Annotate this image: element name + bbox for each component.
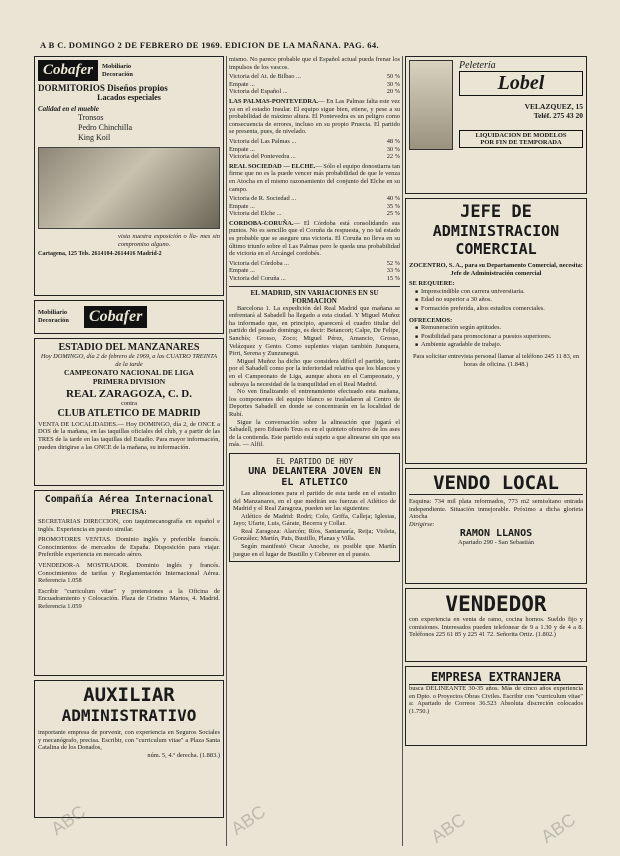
jefe-req-item: ■ Formación preferida, altos estudios comerciales. (409, 305, 583, 314)
article-text: Sigue la conversación sobre la alineación que jugará el Sabadell, pero Eduardo Teus es en el quinteto ofensivo de los ases de la contienda. Este partido está sujeto a que alinearse sin que sea más. — Alfil. (229, 418, 400, 449)
brand-item: King Koil (78, 133, 111, 142)
article-text: Barcelona 1. La expedición del Real Madrid que mañana se enfrentará al Sabadell ha llegado a esta ciudad. Y Miguel Muñoz ha informado que, en principio, aparecerá el cuadro titular del partido del pasado domingo, es decir: Betancort; Calpe, De Felipe, Sanchís; Grosso, Zoco; Miguel Pérez, Amancio, Grosso, Velázquez y Gento. Como suplentes viajan también Junquera, Pirri, Serena y Zunzunegui. (229, 304, 400, 358)
article-text: — Sólo el equipo donostiarra tan firme que no es la puede vencer más probabilidad de que le venza en Atocha en el mismo razonamiento del conjunto del Elche en su campo. (229, 162, 400, 193)
watermark: ABC (537, 809, 580, 847)
jefe-ofr-item: ■ Remuneración según aptitudes. (409, 324, 583, 333)
peleteria-liq: LIQUIDACION DE MODELOS (475, 132, 567, 139)
estadio-contra: contra (121, 400, 137, 408)
peleteria-ad (405, 56, 587, 194)
estadio-team1: REAL ZARAGOZA, C. D. (66, 388, 192, 401)
peleteria-name: Peletería (459, 60, 496, 71)
watermark: ABC (427, 809, 470, 847)
article-text: No ven finalizando el entrenamiento efectuado esta mañana, los componentes del equipo blanco se trasladaron al Centro de Deportes Sabadell en donde se concentrarán en la localidad de Rubí. (229, 388, 400, 418)
model-illustration (409, 60, 453, 150)
cobafer-headline: DORMITORIOS Diseños propios (38, 83, 168, 93)
jefe-req-item: ■ Imprescindible con carrera universitaria. (409, 288, 583, 297)
estadio-ad (34, 338, 224, 486)
jefe-foot: Para solicitar entrevista personal llamar al teléfono 245 11 83, en horas de oficina. (1.848.) (412, 352, 580, 368)
cobafer-tag: Mobiliario Decoración (102, 62, 133, 78)
partido-box (229, 453, 400, 562)
column-right (405, 56, 587, 846)
watermark: ABC (47, 801, 90, 839)
article-text: Real Zaragoza: Alarcón; Ríos, Santamaría, Reija; Violeta, González; Martín, Pais, Bustillo, Planas y Villa. (233, 527, 396, 543)
odds-row: Victoria de R. Sociedad ... 40 % (229, 195, 400, 203)
odds-row: Victoria del Español ... 20 % (229, 88, 400, 96)
local-name: RAMON LLANOS (459, 528, 533, 540)
auxiliar-ad (34, 680, 224, 818)
jefe-ofrecemos: OFRECEMOS: (409, 316, 453, 324)
cobafer-ad (34, 56, 224, 296)
empresa-title: EMPRESA EXTRANJERA (409, 670, 583, 685)
estadio-team2: CLUB ATLETICO DE MADRID (57, 407, 201, 419)
compania-precisa: PRECISA: (111, 507, 147, 516)
odds-row: Victoria del Pontevedra ... 22 % (229, 153, 400, 161)
watermark: ABC (227, 801, 270, 839)
cobafer-caption: vista nuestra exposición o lla- mes sin compromiso alguno. (118, 233, 220, 248)
jefe-ad (405, 198, 587, 464)
empresa-body: busca DELINEANTE 30-35 años. Más de cinco años experiencia en Dpto. o Proyectos Obras Civiles. Escribir con "curriculum vitae" a: Apartado de Correos 36.523 Absoluta discreción colocados (1.750.) (409, 685, 583, 715)
local-ad (405, 468, 587, 584)
estadio-body: VENTA DE LOCALIDADES.— Hoy DOMINGO, día 2, de ONCE a DOS de la mañana, en las taquillas oficiales del club, y a partir de las TRES de la tarde en las taquillas del Estadio. Para mayor información, pueden dirigirse a las ONCE de la mañana, su información. (38, 420, 220, 451)
compania-ad (34, 490, 224, 676)
peleteria-address: VELAZQUEZ, 15 (524, 102, 583, 111)
cobafer-logo: Cobafer (84, 306, 147, 328)
vendedor-body: con experiencia en venta de ramo, cocina hornos. Sueldo fijo y comisiones. Interesados pueden telefonear de 9 a 1.30 y de 4 a 8. Teléfonos 225 61 85 y 225 41 72. Señorita Ortiz. (1.802.) (409, 616, 583, 639)
odds-row: Victoria del Córdoba ... 52 % (229, 259, 400, 267)
cobafer-ad-small (34, 300, 224, 334)
cobafer-address: Cartagena, 125 Tels. 2614104-2614416 Madrid-2 (38, 251, 162, 258)
estadio-l1: CAMPEONATO NACIONAL DE LIGA (64, 368, 194, 378)
page-header: A B C. DOMINGO 2 DE FEBRERO DE 1969. EDICION DE LA MAÑANA. PAG. 64. (40, 40, 380, 50)
column-rule (226, 56, 227, 846)
odds-row: Victoria del Las Palmas ... 48 % (229, 137, 400, 145)
odds-row: Victoria del Elche ... 25 % (229, 210, 400, 218)
odds-row: Empate ... 30 % (229, 80, 400, 88)
partido-kicker: EL PARTIDO DE HOY (276, 456, 353, 466)
jefe-ofr-item: ■ Posibilidad para promocionar a puestos superiores. (409, 333, 583, 342)
jefe-requiere: SE REQUIERE: (409, 280, 455, 288)
jefe-req-item: ■ Edad no superior a 30 años. (409, 296, 583, 305)
column-left (34, 56, 224, 846)
jefe-t1: JEFE DE (460, 202, 532, 222)
auxiliar-body: importante empresa de porvenir, con experiencia en Seguros Sociales y mecanógrafo, precisa. Escribir, con "curriculum vitae" a Plaza Santa Catalina de los Donados, (38, 729, 220, 752)
odds-row: Victoria del At. de Bilbao ... 50 % (229, 73, 400, 81)
article-text: mismo. No parece probable que el Español actual pueda frenar los impulsos de los vascos. (229, 56, 400, 71)
jefe-ofr-item: ■ Ambiente agradable de trabajo. (409, 341, 583, 350)
compania-item: VENDEDOR-A MOSTRADOR. Dominio inglés y francés. Conocimientos de tarifas y Reglamentación Internacional Aérea. Referencia 1.058 (38, 561, 220, 585)
brand-item: Pedro Chinchilla (78, 123, 132, 132)
empresa-ad (405, 666, 587, 746)
cobafer-logo: Cobafer (38, 60, 98, 81)
jefe-t3: COMERCIAL (455, 240, 537, 258)
estadio-intro: Hoy DOMINGO, día 2 de febrero de 1969, a las CUATRO TREINTA de la tarde (40, 353, 218, 368)
peleteria-liq: POR FIN DE TEMPORADA (480, 139, 562, 146)
article-text: — En Las Palmas falta este vez ya en el estadio Insular. El equipo sigue bien, etiene, y pese a su probabilidad de máximo altura. El Pontevedra es un peligro como consecuencia de errores, incluso en su propio Pruecia. El partido se presenta, pues, de nivelado. (229, 97, 400, 136)
jefe-t2: ADMINISTRACION (432, 222, 560, 240)
column-middle (229, 56, 400, 846)
article-text: Miguel Muñoz ha dicho que considera difícil el partido, tanto por el Sabadell como por la inferioridad relativa que los blancos y en el Campeonato de Liga, aunque ahora en el Campeonato, y subraya la necesidad de la tranquilidad en el Real Madrid. (229, 357, 400, 388)
partido-headline: EL ATLETICO (281, 476, 348, 488)
peleteria-tel: Teléf. 275 43 20 (533, 111, 583, 120)
match-heading: REAL SOCIEDAD — ELCHE. (229, 162, 316, 170)
odds-row: Empate ... 30 % (229, 145, 400, 153)
compania-item: Escribir "curriculum vitae" y pretensiones a la Oficina de Encuadramiento y Colocación. Plaza de Cristino Martos, 4. Madrid. Referencia 1.059 (38, 587, 220, 610)
match-heading: LAS PALMAS-PONTEVEDRA. (229, 97, 319, 105)
compania-item: PROMOTORES VENTAS. Dominio inglés y preferible francés. Conocimientos de mercados de España. Disposición para viajar. Preferible experiencia en mercado aéreo. (38, 536, 220, 559)
local-body: Esquina: 734 mil plata reformados, 773 m2 semisótano entrada independiente. Situación inmejorable. Próximo a dicha glorieta Atocha (409, 498, 583, 521)
partido-headline: UNA DELANTERA JOVEN EN (248, 465, 381, 477)
column-rule (402, 56, 403, 846)
estadio-title: ESTADIO DEL MANZANARES (58, 342, 200, 353)
vendedor-ad (405, 588, 587, 662)
auxiliar-foot: núm. 5, 4.º derecha. (1.883.) (147, 751, 220, 759)
estadio-l2: PRIMERA DIVISION (92, 377, 166, 387)
jefe-intro: ZOCENTRO, S. A., para su Departamento Comercial, necesita: Jefe de Administración comercial (409, 262, 583, 277)
article-text: Las alineaciones para el partido de esta tarde en el estadio del Manzanares, en el que medirán sus fuerzas el Atlético de Madrid y el Real Zaragoza, pueden ser las siguientes: (233, 489, 396, 513)
peleteria-brand: Lobel (459, 71, 583, 96)
article-text: — El Córdoba está consolidando sus puntos. No es sencillo que el Coruña da respuesta, y no tal estado es probable que se asegure una victoria. El Coruña no lleva en su último triunfo sobre el Las Palmas pero le queda una probabilidad de victoria en el Arcángel cordobés. (229, 219, 400, 258)
article-text: Según manifestó Oscar Anoche, es posible que Martín juegue en el lugar de Bustillo y Cebrerer en el puesto. (233, 543, 396, 558)
bedroom-photo (38, 147, 220, 229)
odds-row: Empate ... 35 % (229, 202, 400, 210)
vendedor-title: VENDEDOR (445, 592, 547, 616)
brand-item: Tronsos (78, 113, 104, 122)
local-apt: Apartado 290 - San Sebastián (458, 539, 534, 547)
cobafer-tag: Mobiliario Decoración (38, 309, 69, 324)
odds-row: Empate ... 33 % (229, 267, 400, 275)
match-heading: CORDOBA-CORUÑA. (229, 219, 294, 227)
local-dirigirse: Dirigirse: (409, 520, 435, 528)
cobafer-sub: Lacados especiales (97, 93, 161, 102)
odds-row: Victoria del Coruña ... 15 % (229, 275, 400, 283)
section-heading: EL MADRID, SIN VARIACIONES EN SU FORMACION (229, 286, 400, 305)
local-title: VENDO LOCAL (409, 472, 583, 495)
article-text: Atlético de Madrid: Rodri; Colo, Griffa, Calleja; Iglesias, Jayo; Ufarte, Luis, Gárate, Becerra y Collar. (233, 512, 396, 528)
compania-item: SECRETARIAS DIRECCION, con taquimecanografía en español e inglés. Experiencia en puesto similar. (38, 518, 220, 533)
auxiliar-t2: ADMINISTRATIVO (61, 706, 197, 725)
cobafer-calidad: Calidad en el mueble (38, 105, 99, 113)
compania-title: Compañía Aérea Internacional (44, 494, 214, 505)
auxiliar-t1: AUXILIAR (83, 684, 175, 706)
